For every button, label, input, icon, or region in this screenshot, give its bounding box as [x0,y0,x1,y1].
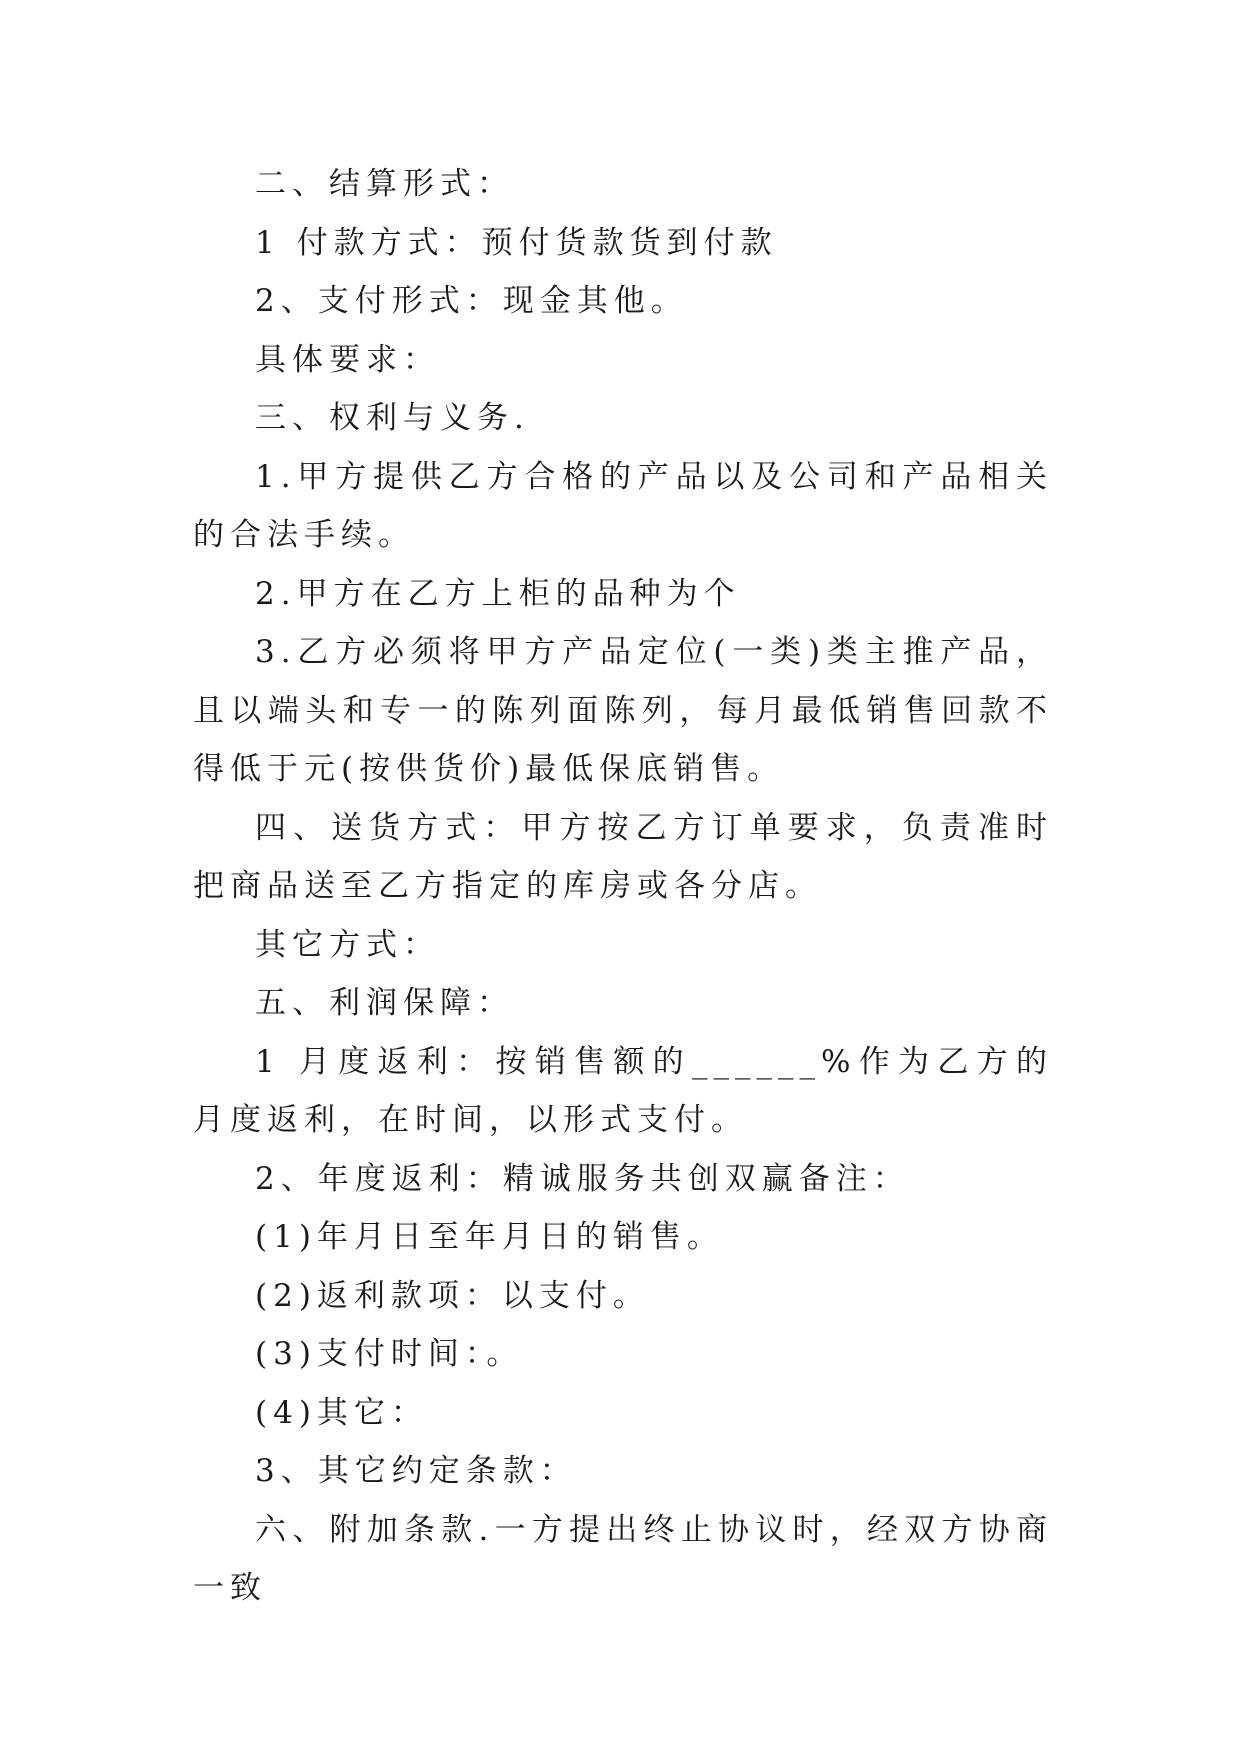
clause-other-terms: 3、其它约定条款： [255,1453,577,1489]
document-body [193,155,1053,1618]
clause-qualified-products: 1.甲方提供乙方合格的产品以及公司和产品相关的合法手续。 [193,458,1053,553]
section-heading-delivery: 四、送货方式：甲方按乙方订单要求，负责准时把商品送至乙方指定的库房或各分店。 [193,809,1053,904]
clause-annual-rebate: 2、年度返利：精诚服务共创双赢备注： [255,1160,910,1197]
clause-specific-requirements: 具体要求： [255,341,440,378]
clause-payment-time: (3)支付时间：。 [255,1336,524,1372]
clause-other: (4)其它： [255,1394,428,1431]
section-heading-rights-obligations: 三、权利与义务. [255,400,530,436]
clause-other-methods: 其它方式： [255,926,440,963]
clause-product-varieties: 2.甲方在乙方上柜的品种为个 [255,575,741,612]
clause-payment-form: 2、支付形式：现金其他。 [255,283,688,319]
section-heading-additional-terms: 六、附加条款.一方提出终止协议时，经双方协商一致 [193,1511,1053,1606]
clause-monthly-rebate: 1 月度返利：按销售额的______%作为乙方的月度返利，在时间，以形式支付。 [193,1043,1053,1138]
clause-sales-period: (1)年月日至年月日的销售。 [255,1219,724,1255]
section-heading-profit-guarantee: 五、利润保障： [255,985,514,1021]
clause-rebate-payment: (2)返利款项：以支付。 [255,1277,650,1314]
clause-payment-method: 1 付款方式：预付货款货到付款 [255,224,778,261]
clause-product-positioning: 3.乙方必须将甲方产品定位(一类)类主推产品，且以端头和专一的陈列面陈列，每月最低销售回款不得低于元(按供货价)最低保底销售。 [193,634,1053,787]
section-heading-settlement: 二、结算形式： [255,166,514,202]
